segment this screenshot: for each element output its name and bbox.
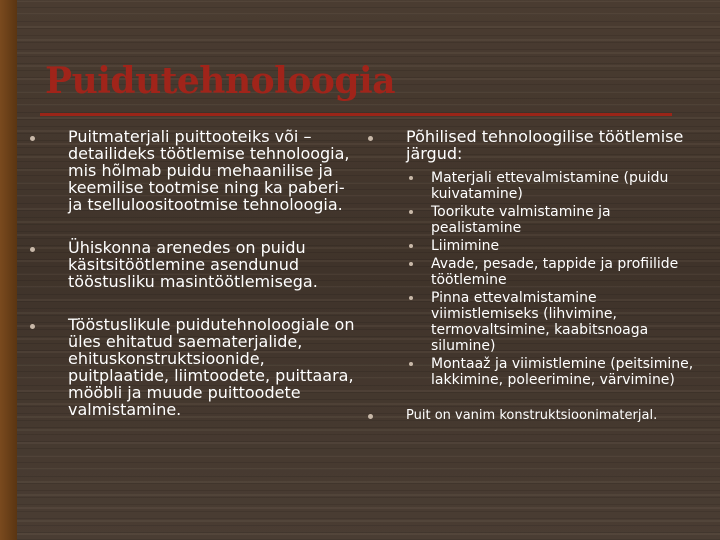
sub-bullet-dot-icon [409,244,413,248]
list-item [400,238,698,254]
title-underline [40,113,672,116]
bullet-dot-icon [30,136,35,141]
right-heading-text: Põhilised tehnoloogilise töötlemise järgud: [406,127,684,163]
right-bullet-heading [368,128,698,162]
list-item [400,256,698,288]
sub-bullet-dot-icon [409,210,413,214]
bullet-dot-icon [368,136,373,141]
left-bullet-3 [30,316,360,418]
list-item [400,204,698,236]
sub-bullet-dot-icon [409,296,413,300]
left-accent-bar [0,0,17,540]
left-bullet-text: Tööstuslikule puidutehnoloogiale on üles ehitatud saematerjalide, ehituskonstruktsioonide, puitplaatide, liimtoodete, puittaara, mööbli ja muude puittoodete valmistamine. [68,315,355,419]
right-column [368,128,698,424]
list-item-text: Avade, pesade, tappide ja profiilide töötlemine [431,256,679,288]
bullet-dot-icon [30,324,35,329]
list-item-text: Pinna ettevalmistamine viimistlemiseks (lihvimine, termovaltsimine, kaabitsnoaga silumine) [431,290,649,354]
list-item-text: Montaaž ja viimistlemine (peitsimine, lakkimine, poleerimine, värvimine) [431,356,694,388]
bullet-dot-icon [30,247,35,252]
left-bullet-text: Puitmaterjali puittooteiks või – detailideks töötlemise tehnoloogia, mis hõlmab puidu mehaanilise ja keemilise tootmise ning ka paberi- ja tselluloositootmise tehnoloogia. [68,127,350,214]
sub-bullet-dot-icon [409,262,413,266]
right-bullet-note [368,408,698,424]
sub-bullet-dot-icon [409,362,413,366]
left-bullet-1 [30,128,360,213]
left-bullet-text: Ühiskonna arenedes on puidu käsitsitöötlemine asendunud tööstusliku masintöötlemisega. [68,238,318,291]
list-item [400,290,698,354]
process-steps-list [368,170,698,388]
list-item-text: Liimimine [431,238,500,254]
list-item [400,356,698,388]
list-item-text: Materjali ettevalmistamine (puidu kuivatamine) [431,170,669,202]
note-text: Puit on vanim konstruktsioonimaterjal. [406,408,658,423]
sub-bullet-dot-icon [409,176,413,180]
slide-title: Puidutehnoloogia [45,60,396,102]
left-bullet-2 [30,239,360,290]
list-item-text: Toorikute valmistamine ja pealistamine [431,204,611,236]
bullet-dot-icon [368,414,373,419]
list-item [400,170,698,202]
left-column [30,128,360,418]
